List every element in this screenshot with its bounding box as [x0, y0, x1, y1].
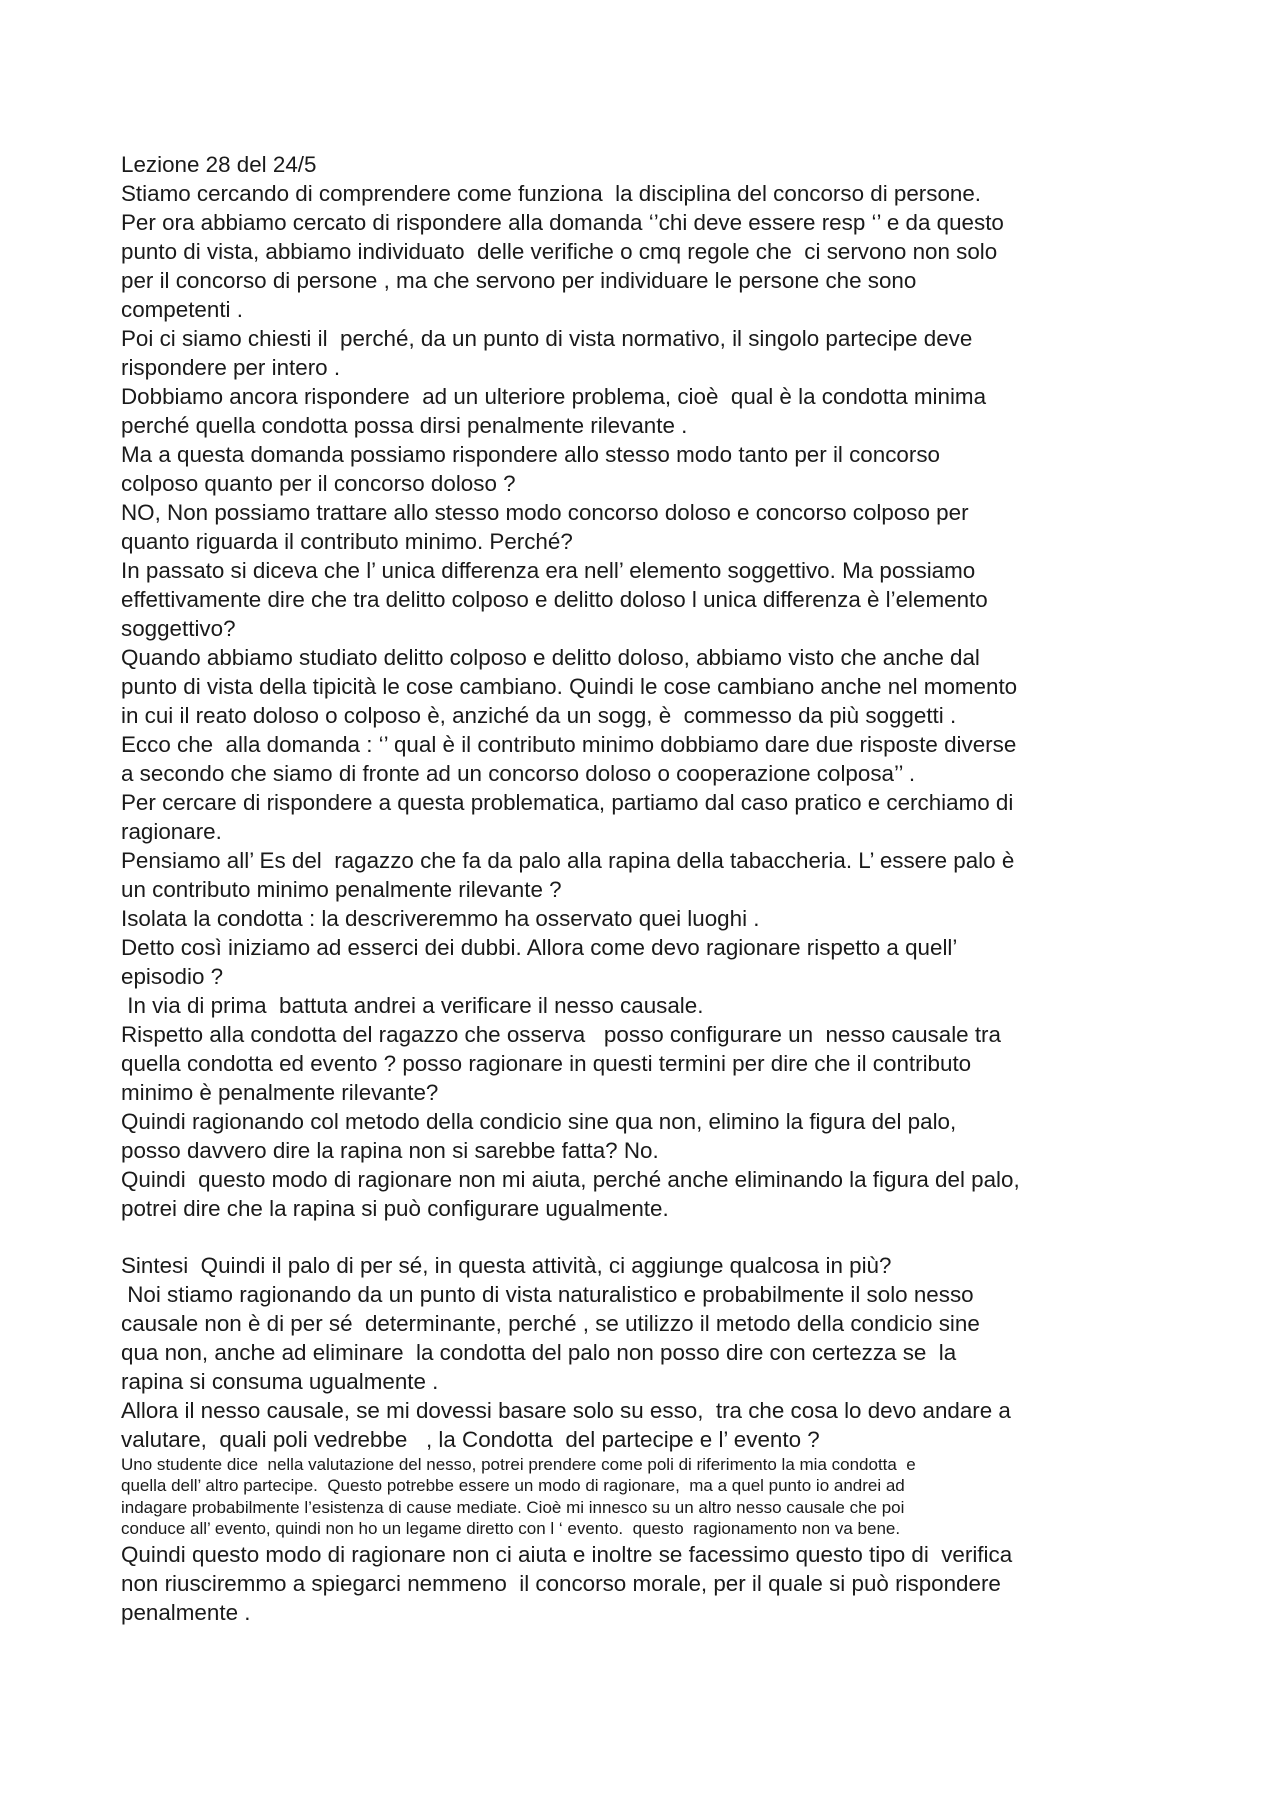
text-line: perché quella condotta possa dirsi penalmente rilevante .: [121, 413, 688, 438]
text-block-summary: [121, 1251, 1181, 1454]
text-line: In via di prima battuta andrei a verificare il nesso causale.: [121, 993, 704, 1018]
text-line: NO, Non possiamo trattare allo stesso modo concorso doloso e concorso colposo per: [121, 500, 969, 525]
text-line: posso davvero dire la rapina non si sarebbe fatta? No.: [121, 1138, 659, 1163]
document-body: [121, 150, 1181, 1627]
text-line: Ma a questa domanda possiamo rispondere allo stesso modo tanto per il concorso: [121, 442, 940, 467]
text-line: a secondo che siamo di fronte ad un concorso doloso o cooperazione colposa’’ .: [121, 761, 916, 786]
text-line: Stiamo cercando di comprendere come funziona la disciplina del concorso di persone.: [121, 181, 982, 206]
text-line: punto di vista della tipicità le cose cambiano. Quindi le cose cambiano anche nel momento: [121, 674, 1018, 699]
paragraph-gap: [121, 1223, 1181, 1251]
text-line: un contributo minimo penalmente rilevante ?: [121, 877, 562, 902]
text-line: Dobbiamo ancora rispondere ad un ulteriore problema, cioè qual è la condotta minima: [121, 384, 987, 409]
text-line: rispondere per intero .: [121, 355, 341, 380]
text-line: punto di vista, abbiamo individuato delle verifiche o cmq regole che ci servono non solo: [121, 239, 998, 264]
text-line: Allora il nesso causale, se mi dovessi basare solo su esso, tra che cosa lo devo andare a: [121, 1398, 1011, 1423]
text-line: Quindi ragionando col metodo della condicio sine qua non, elimino la figura del palo,: [121, 1109, 957, 1134]
text-line: penalmente .: [121, 1599, 251, 1625]
text-line: Sintesi Quindi il palo di per sé, in questa attività, ci aggiunge qualcosa in più?: [121, 1253, 892, 1278]
text-line: Quindi questo modo di ragionare non mi aiuta, perché anche eliminando la figura del palo,: [121, 1167, 1020, 1192]
text-line: Noi stiamo ragionando da un punto di vista naturalistico e probabilmente il solo nesso: [121, 1282, 974, 1307]
text-line: qua non, anche ad eliminare la condotta del palo non posso dire con certezza se la: [121, 1340, 957, 1365]
text-line: causale non è di per sé determinante, perché , se utilizzo il metodo della condicio sine: [121, 1311, 980, 1336]
text-block-main: [121, 150, 1181, 1223]
text-block-conclusion: [121, 1540, 1181, 1627]
text-line: soggettivo?: [121, 616, 236, 641]
text-line: per il concorso di persone , ma che servono per individuare le persone che sono: [121, 268, 917, 293]
text-line: ragionare.: [121, 819, 222, 844]
text-line: Quindi questo modo di ragionare non ci aiuta e inoltre se facessimo questo tipo di verifica: [121, 1541, 1013, 1567]
text-line: episodio ?: [121, 964, 224, 989]
small-text-line: Uno studente dice nella valutazione del nesso, potrei prendere come poli di riferimento la mia condotta e: [121, 1455, 916, 1474]
text-line: rapina si consuma ugualmente .: [121, 1369, 439, 1394]
text-line: Per ora abbiamo cercato di rispondere alla domanda ‘’chi deve essere resp ‘’ e da questo: [121, 210, 1004, 235]
text-line: Ecco che alla domanda : ‘’ qual è il contributo minimo dobbiamo dare due risposte diverse: [121, 732, 1017, 757]
text-line: Quando abbiamo studiato delitto colposo e delitto doloso, abbiamo visto che anche dal: [121, 645, 980, 670]
text-line: potrei dire che la rapina si può configurare ugualmente.: [121, 1196, 669, 1221]
text-line: colposo quanto per il concorso doloso ?: [121, 471, 516, 496]
text-line: in cui il reato doloso o colposo è, anziché da un sogg, è commesso da più soggetti .: [121, 703, 957, 728]
text-line: effettivamente dire che tra delitto colposo e delitto doloso l unica differenza è l’elemento: [121, 587, 988, 612]
text-line: In passato si diceva che l’ unica differenza era nell’ elemento soggettivo. Ma possiamo: [121, 558, 976, 583]
text-line: Isolata la condotta : la descriveremmo ha osservato quei luoghi .: [121, 906, 760, 931]
text-line: quella condotta ed evento ? posso ragionare in questi termini per dire che il contributo: [121, 1051, 972, 1076]
text-line: competenti .: [121, 297, 243, 322]
text-line: Poi ci siamo chiesti il perché, da un punto di vista normativo, il singolo partecipe deve: [121, 326, 973, 351]
text-line: Pensiamo all’ Es del ragazzo che fa da palo alla rapina della tabaccheria. L’ essere palo è: [121, 848, 1015, 873]
lecture-title: Lezione 28 del 24/5: [121, 152, 317, 177]
student-remark-block: [121, 1454, 1181, 1540]
text-line: Per cercare di rispondere a questa problematica, partiamo dal caso pratico e cerchiamo di: [121, 790, 1014, 815]
text-line: minimo è penalmente rilevante?: [121, 1080, 439, 1105]
text-line: Detto così iniziamo ad esserci dei dubbi. Allora come devo ragionare rispetto a quell’: [121, 935, 958, 960]
text-line: valutare, quali poli vedrebbe , la Condotta del partecipe e l’ evento ?: [121, 1427, 820, 1452]
text-line: non riusciremmo a spiegarci nemmeno il concorso morale, per il quale si può rispondere: [121, 1570, 1001, 1596]
small-text-line: indagare probabilmente l’esistenza di cause mediate. Cioè mi innesco su un altro nesso causale che poi: [121, 1497, 905, 1517]
small-text-line: conduce all’ evento, quindi non ho un legame diretto con l ‘ evento. questo ragionamento non va bene.: [121, 1519, 901, 1539]
small-text-line: quella dell’ altro partecipe. Questo potrebbe essere un modo di ragionare, ma a quel punto io andrei ad: [121, 1476, 905, 1496]
text-line: Rispetto alla condotta del ragazzo che osserva posso configurare un nesso causale tra: [121, 1022, 1001, 1047]
text-line: quanto riguarda il contributo minimo. Perché?: [121, 529, 573, 554]
